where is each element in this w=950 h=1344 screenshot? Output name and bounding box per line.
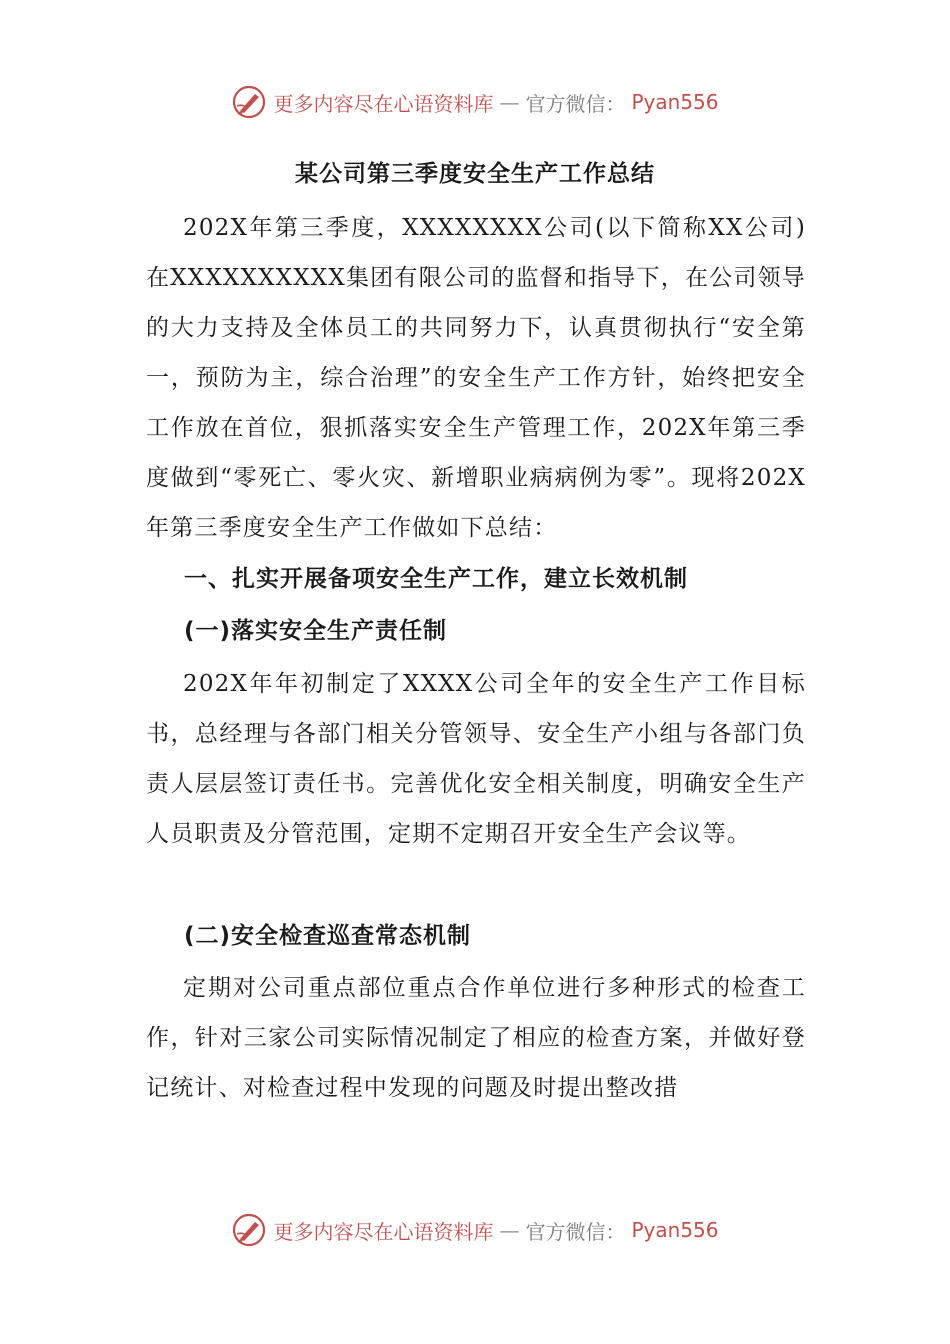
section-heading-1: 一、扎实开展备项安全生产工作，建立长效机制 (184, 566, 688, 592)
document-title: 某公司第三季度安全生产工作总结 (295, 161, 655, 187)
subsection-heading-1: (一)落实安全生产责任制 (184, 618, 448, 644)
intro-paragraph: 202X年第三季度，XXXXXXXX公司(以下简称XX公司)在XXXXXXXXXX集团有限公司的监督和指导下，在公司领导的大力支持及全体员工的共同努力下，认真贯彻执行“安全第一，预防为主，综合治理”的安全生产工作方针，始终把安全工作放在首位，狠抓落实安全生产管理工作，202X年第三季度做到“零死亡、零火灾、新增职业病病例为零”。现将202X年第三季度安全生产工作做如下总结： (146, 215, 806, 541)
watermark-separator: — (499, 90, 520, 114)
watermark-text: 更多内容尽在心语资料库 (273, 1219, 494, 1244)
watermark-banner-top (0, 84, 950, 120)
watermark-wechat-label: 官方微信： (525, 91, 626, 116)
watermark-account: Pyan556 (631, 1218, 719, 1242)
subsection-paragraph-1: 202X年年初制定了XXXX公司全年的安全生产工作目标书，总经理与各部门相关分管领导、安全生产小组与各部门负责人层层签订责任书。完善优化安全相关制度，明确安全生产人员职责及分管范围，定期不定期召开安全生产会议等。 (146, 671, 806, 847)
pen-logo-icon (231, 1212, 267, 1248)
watermark-account: Pyan556 (631, 90, 719, 114)
watermark-banner-bottom (0, 1212, 950, 1248)
subsection-paragraph-2: 定期对公司重点部位重点合作单位进行多种形式的检查工作，针对三家公司实际情况制定了相应的检查方案，并做好登记统计、对检查过程中发现的问题及时提出整改措 (146, 975, 806, 1101)
watermark-separator: — (499, 1218, 520, 1242)
pen-logo-icon (231, 84, 267, 120)
subsection-heading-2: (二)安全检查巡查常态机制 (184, 923, 472, 949)
watermark-text: 更多内容尽在心语资料库 (273, 91, 494, 116)
watermark-wechat-label: 官方微信： (525, 1219, 626, 1244)
